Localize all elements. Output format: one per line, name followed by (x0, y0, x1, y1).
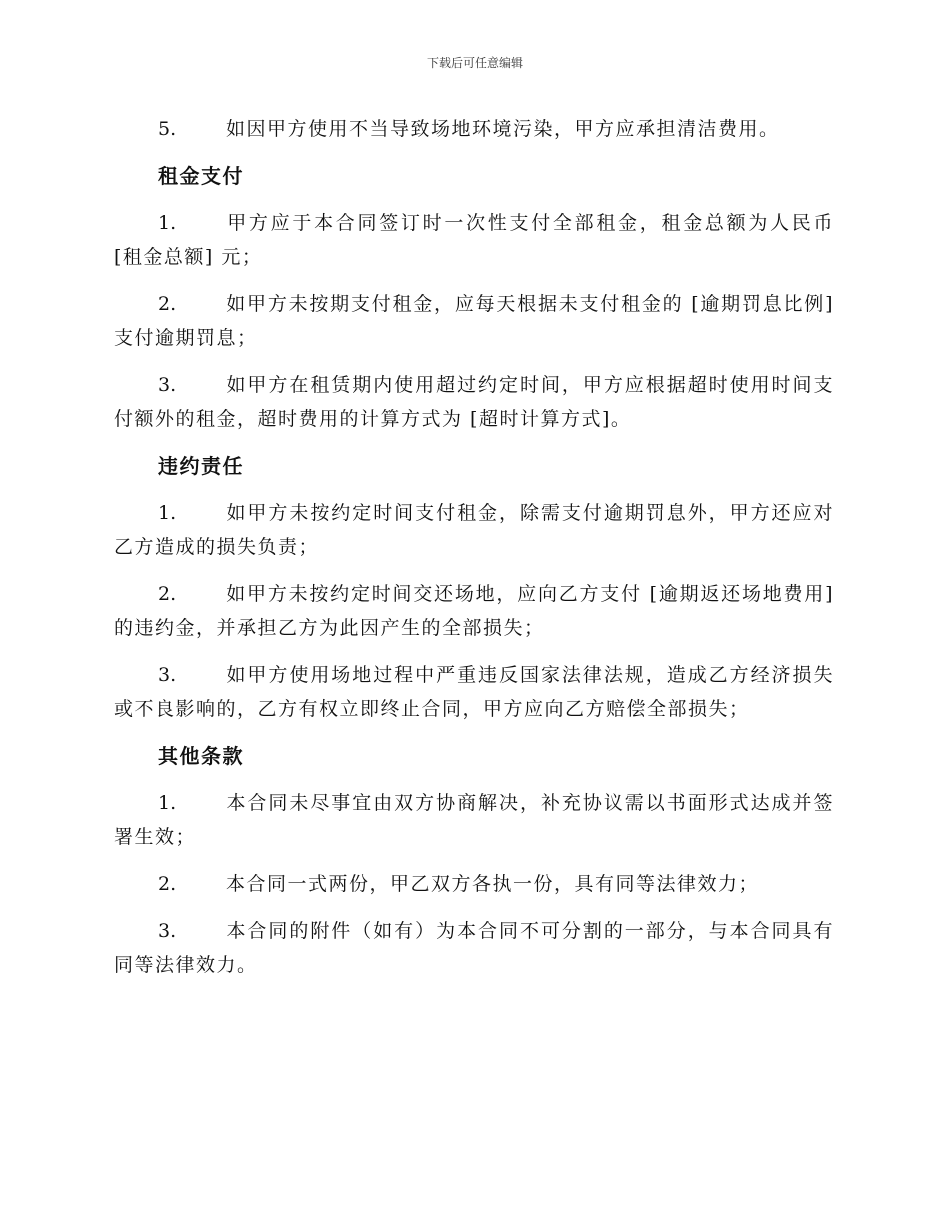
page-header: 下载后可任意编辑 (426, 56, 523, 70)
clause-text: 如甲方未按约定时间支付租金，除需支付逾期罚息外，甲方还应对乙方造成的损失负责； (114, 502, 834, 558)
clause-usage-5 (114, 112, 834, 146)
clause-number: 2. (158, 583, 177, 605)
clause-number: 2. (158, 293, 177, 315)
section-heading-rent-payment: 租金支付 (158, 164, 244, 188)
clause-number: 3. (158, 664, 177, 686)
clause-number: 3. (158, 920, 177, 942)
clause-text: 如甲方未按期支付租金，应每天根据未支付租金的 [逾期罚息比例] 支付逾期罚息； (114, 293, 834, 349)
clause-number: 1. (158, 792, 177, 814)
clause-breach-1 (114, 496, 834, 564)
clause-other-3 (114, 914, 834, 982)
clause-text: 本合同一式两份，甲乙双方各执一份，具有同等法律效力； (226, 873, 760, 895)
clause-number: 3. (158, 374, 177, 396)
clause-number: 1. (158, 502, 177, 524)
section-heading-other-terms: 其他条款 (158, 744, 244, 768)
clause-breach-2 (114, 577, 834, 645)
clause-number: 5. (158, 118, 177, 140)
clause-text: 如因甲方使用不当导致场地环境污染，甲方应承担清洁费用。 (226, 118, 780, 140)
clause-text: 甲方应于本合同签订时一次性支付全部租金，租金总额为人民币 [租金总额] 元； (114, 212, 834, 268)
document-body (114, 112, 834, 995)
clause-text: 本合同未尽事宜由双方协商解决，补充协议需以书面形式达成并签署生效； (114, 792, 834, 848)
clause-text: 本合同的附件（如有）为本合同不可分割的一部分，与本合同具有同等法律效力。 (114, 920, 834, 976)
clause-other-1 (114, 786, 834, 854)
section-heading-breach: 违约责任 (158, 454, 244, 478)
clause-other-2 (114, 867, 834, 901)
clause-number: 2. (158, 873, 177, 895)
clause-text: 如甲方在租赁期内使用超过约定时间，甲方应根据超时使用时间支付额外的租金，超时费用的计算方式为 [超时计算方式]。 (114, 374, 834, 430)
clause-text: 如甲方使用场地过程中严重违反国家法律法规，造成乙方经济损失或不良影响的，乙方有权立即终止合同，甲方应向乙方赔偿全部损失； (114, 664, 834, 720)
clause-rent-1 (114, 206, 834, 274)
clause-rent-2 (114, 287, 834, 355)
clause-text: 如甲方未按约定时间交还场地，应向乙方支付 [逾期返还场地费用] 的违约金，并承担乙方为此因产生的全部损失； (114, 583, 834, 639)
clause-rent-3 (114, 368, 834, 436)
clause-breach-3 (114, 658, 834, 726)
clause-number: 1. (158, 212, 177, 234)
